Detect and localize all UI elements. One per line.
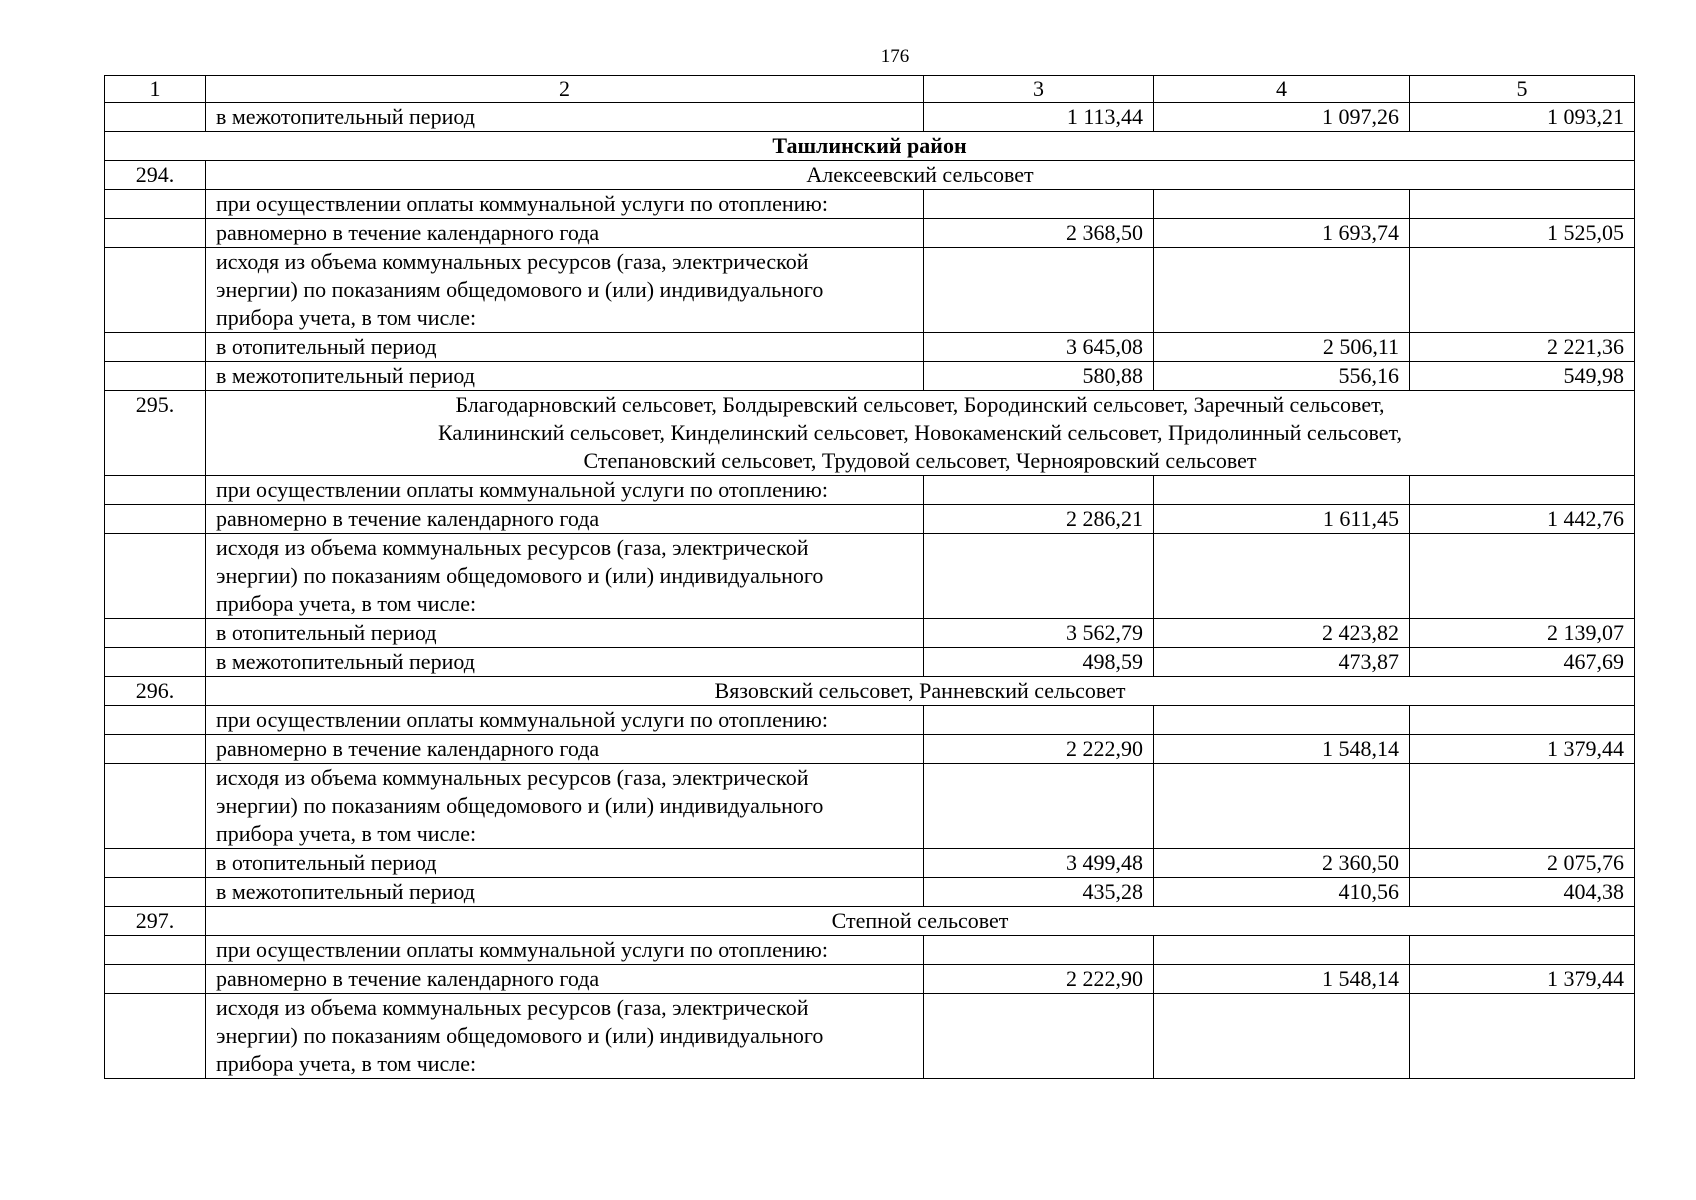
- value-cell: 2 222,90: [924, 735, 1154, 764]
- group-title: Степной сельсовет: [206, 907, 1635, 936]
- column-header: 4: [1154, 76, 1410, 103]
- table-row: [105, 190, 1635, 219]
- table-row: [105, 619, 1635, 648]
- table-row: [105, 248, 1635, 333]
- row-label: в отопительный период: [206, 849, 924, 878]
- column-header: 2: [206, 76, 924, 103]
- value-cell: 1 525,05: [1410, 219, 1635, 248]
- district-row: [105, 132, 1635, 161]
- table-row: [105, 735, 1635, 764]
- table-row: [105, 965, 1635, 994]
- row-label: равномерно в течение календарного года: [206, 505, 924, 534]
- value-cell: 3 645,08: [924, 333, 1154, 362]
- value-cell: 2 423,82: [1154, 619, 1410, 648]
- value-cell: 498,59: [924, 648, 1154, 677]
- value-cell: 1 093,21: [1410, 103, 1635, 132]
- table-row: [105, 764, 1635, 849]
- value-cell: 473,87: [1154, 648, 1410, 677]
- row-label: при осуществлении оплаты коммунальной услуги по отоплению:: [206, 190, 924, 219]
- value-cell: 1 548,14: [1154, 735, 1410, 764]
- value-cell: 467,69: [1410, 648, 1635, 677]
- value-cell: 404,38: [1410, 878, 1635, 907]
- value-cell: 1 113,44: [924, 103, 1154, 132]
- row-label: при осуществлении оплаты коммунальной услуги по отоплению:: [206, 476, 924, 505]
- table-row: [105, 362, 1635, 391]
- row-label: в отопительный период: [206, 333, 924, 362]
- tariff-table: [104, 75, 1635, 1079]
- table-row: [105, 849, 1635, 878]
- group-title-row: [105, 677, 1635, 706]
- value-cell: 1 548,14: [1154, 965, 1410, 994]
- value-cell: 2 075,76: [1410, 849, 1635, 878]
- group-title-row: [105, 161, 1635, 190]
- row-label: равномерно в течение календарного года: [206, 219, 924, 248]
- table-row: [105, 103, 1635, 132]
- value-cell: 1 379,44: [1410, 965, 1635, 994]
- table-row: [105, 505, 1635, 534]
- group-number: 297.: [105, 907, 206, 936]
- group-title: Алексеевский сельсовет: [206, 161, 1635, 190]
- row-label: исходя из объема коммунальных ресурсов (газа, электрической энергии) по показаниям общедомового и (или) индивидуального прибора учета, в том числе:: [206, 534, 924, 619]
- table-row: [105, 994, 1635, 1079]
- row-label: в межотопительный период: [206, 362, 924, 391]
- group-title: Благодарновский сельсовет, Болдыревский сельсовет, Бородинский сельсовет, Заречный сельсовет, Калининский сельсовет, Кинделинский сельсовет, Новокаменский сельсовет, Придолинный сельсовет, Степановский сельсовет, Трудовой сельсовет, Чернояровский сельсовет: [206, 391, 1635, 476]
- group-title-row: [105, 391, 1635, 476]
- group-number: 296.: [105, 677, 206, 706]
- group-number: 294.: [105, 161, 206, 190]
- group-title-row: [105, 907, 1635, 936]
- value-cell: 1 379,44: [1410, 735, 1635, 764]
- row-label: в отопительный период: [206, 619, 924, 648]
- value-cell: 410,56: [1154, 878, 1410, 907]
- row-label: равномерно в течение календарного года: [206, 965, 924, 994]
- column-header: 1: [105, 76, 206, 103]
- row-label: при осуществлении оплаты коммунальной услуги по отоплению:: [206, 706, 924, 735]
- value-cell: 2 139,07: [1410, 619, 1635, 648]
- row-label: в межотопительный период: [206, 878, 924, 907]
- value-cell: 2 368,50: [924, 219, 1154, 248]
- value-cell: 1 097,26: [1154, 103, 1410, 132]
- table-row: [105, 333, 1635, 362]
- value-cell: 2 221,36: [1410, 333, 1635, 362]
- value-cell: 1 693,74: [1154, 219, 1410, 248]
- table-row: [105, 706, 1635, 735]
- value-cell: 556,16: [1154, 362, 1410, 391]
- row-label: в межотопительный период: [206, 648, 924, 677]
- value-cell: 2 286,21: [924, 505, 1154, 534]
- value-cell: 549,98: [1410, 362, 1635, 391]
- value-cell: 2 222,90: [924, 965, 1154, 994]
- column-header: 5: [1410, 76, 1635, 103]
- row-label: в межотопительный период: [206, 103, 924, 132]
- group-number: 295.: [105, 391, 206, 476]
- table-row: [105, 476, 1635, 505]
- value-cell: 3 562,79: [924, 619, 1154, 648]
- table-row: [105, 534, 1635, 619]
- group-title: Вязовский сельсовет, Ранневский сельсовет: [206, 677, 1635, 706]
- value-cell: 2 360,50: [1154, 849, 1410, 878]
- column-number-row: [105, 76, 1635, 103]
- value-cell: 1 611,45: [1154, 505, 1410, 534]
- value-cell: 1 442,76: [1410, 505, 1635, 534]
- row-label: при осуществлении оплаты коммунальной услуги по отоплению:: [206, 936, 924, 965]
- row-label: равномерно в течение календарного года: [206, 735, 924, 764]
- page-number: 176: [880, 46, 910, 67]
- table-row: [105, 648, 1635, 677]
- value-cell: 580,88: [924, 362, 1154, 391]
- row-label: исходя из объема коммунальных ресурсов (газа, электрической энергии) по показаниям общедомового и (или) индивидуального прибора учета, в том числе:: [206, 764, 924, 849]
- table-row: [105, 878, 1635, 907]
- row-label: исходя из объема коммунальных ресурсов (газа, электрической энергии) по показаниям общедомового и (или) индивидуального прибора учета, в том числе:: [206, 248, 924, 333]
- district-title: Ташлинский район: [105, 132, 1635, 161]
- value-cell: 435,28: [924, 878, 1154, 907]
- table-row: [105, 936, 1635, 965]
- table-row: [105, 219, 1635, 248]
- value-cell: 2 506,11: [1154, 333, 1410, 362]
- column-header: 3: [924, 76, 1154, 103]
- value-cell: 3 499,48: [924, 849, 1154, 878]
- row-label: исходя из объема коммунальных ресурсов (газа, электрической энергии) по показаниям общедомового и (или) индивидуального прибора учета, в том числе:: [206, 994, 924, 1079]
